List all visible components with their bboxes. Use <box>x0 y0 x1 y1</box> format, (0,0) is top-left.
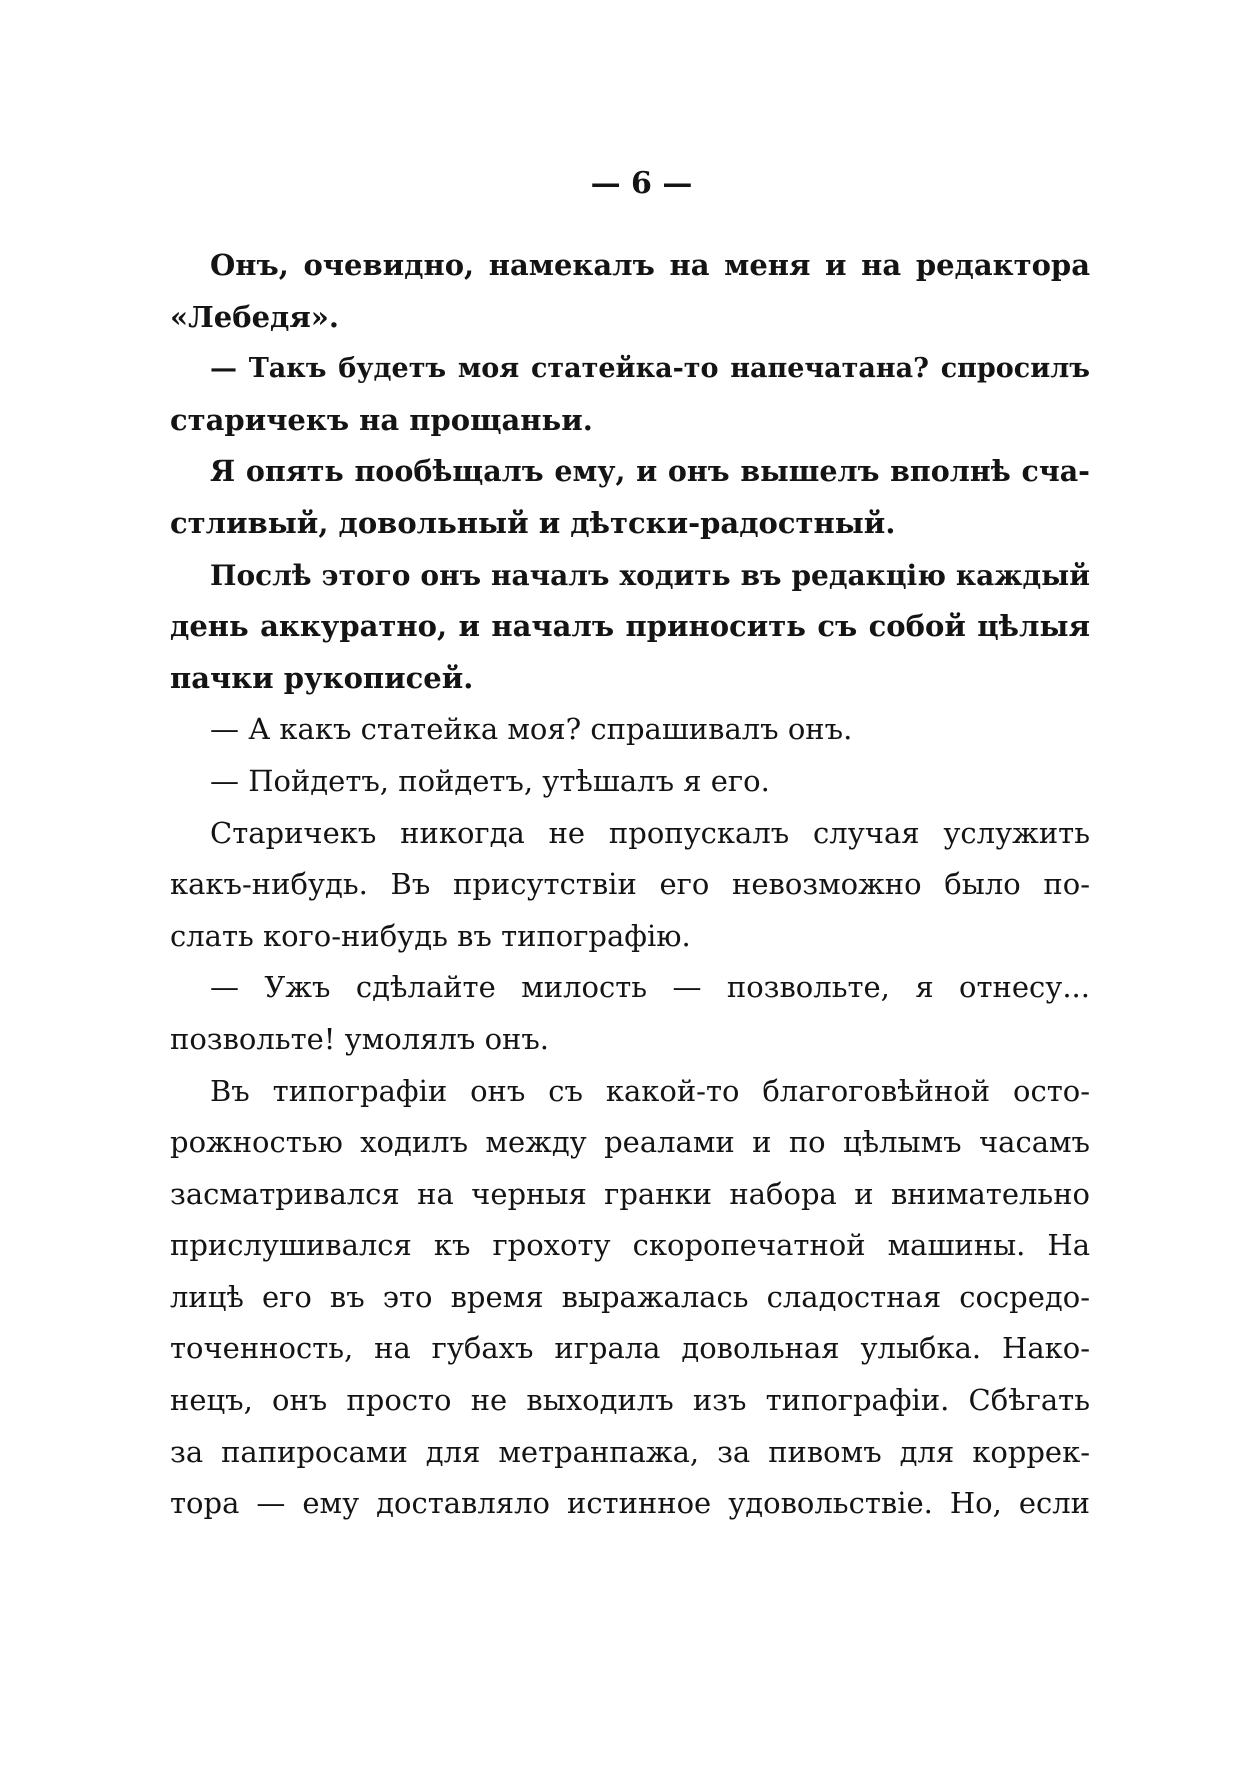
text-line: «Лебедя». <box>170 299 339 334</box>
text-line: позвольте! умолялъ онъ. <box>170 1021 550 1056</box>
text-line: Онъ, очевидно, намекалъ на меня и на редактора <box>210 248 1090 282</box>
text-line: Старичекъ никогда не пропускалъ случая услужить <box>210 815 1090 850</box>
text-line: прислушивался къ грохоту скоропечатной машины. На <box>170 1228 1090 1263</box>
text-line: — Такъ будетъ моя статейка-то напечатана? спросилъ <box>210 353 1090 385</box>
text-line: — А какъ статейка моя? спрашивалъ онъ. <box>210 712 853 747</box>
text-line: рожностью ходилъ между реалами и по цѣлымъ часамъ <box>170 1125 1090 1160</box>
text-line: за папиросами для метранпажа, за пивомъ для коррек- <box>170 1434 1090 1469</box>
text-line: какъ-нибудь. Въ присутствіи его невозможно было по- <box>170 867 1090 902</box>
text-line: лицѣ его въ это время выражалась сладостная сосредо- <box>170 1279 1090 1314</box>
text-line: стливый, довольный и дѣтски-радостный. <box>170 505 896 540</box>
text-line: нецъ, онъ просто не выходилъ изъ типографіи. Сбѣгать <box>170 1383 1090 1418</box>
text-line: — Пойдетъ, пойдетъ, утѣшалъ я его. <box>210 763 770 798</box>
text-line: Въ типографіи онъ съ какой-то благоговѣйной осто- <box>210 1073 1090 1108</box>
text-line: точенность, на губахъ играла довольная улыбка. Нако- <box>170 1331 1090 1366</box>
text-line: тора — ему доставляло истинное удовольствіе. Но, если <box>170 1486 1090 1521</box>
text-line: старичекъ на прощаньи. <box>170 402 593 437</box>
text-line: день аккуратно, и началъ приносить съ собой цѣлыя <box>170 609 1090 644</box>
text-line: Послѣ этого онъ началъ ходить въ редакцію каждый <box>210 558 1090 592</box>
text-line: слать кого-нибудь въ типографію. <box>170 918 691 953</box>
page-number: — 6 — <box>590 166 693 201</box>
text-line: засматривался на черныя гранки набора и внимательно <box>170 1176 1090 1211</box>
body-text <box>170 240 1090 1530</box>
text-line: пачки рукописей. <box>170 660 474 695</box>
text-line: — Ужъ сдѣлайте милость — позвольте, я отнесу... <box>210 970 1090 1005</box>
text-line: Я опять пообѣщалъ ему, и онъ вышелъ вполнѣ сча- <box>210 454 1090 489</box>
